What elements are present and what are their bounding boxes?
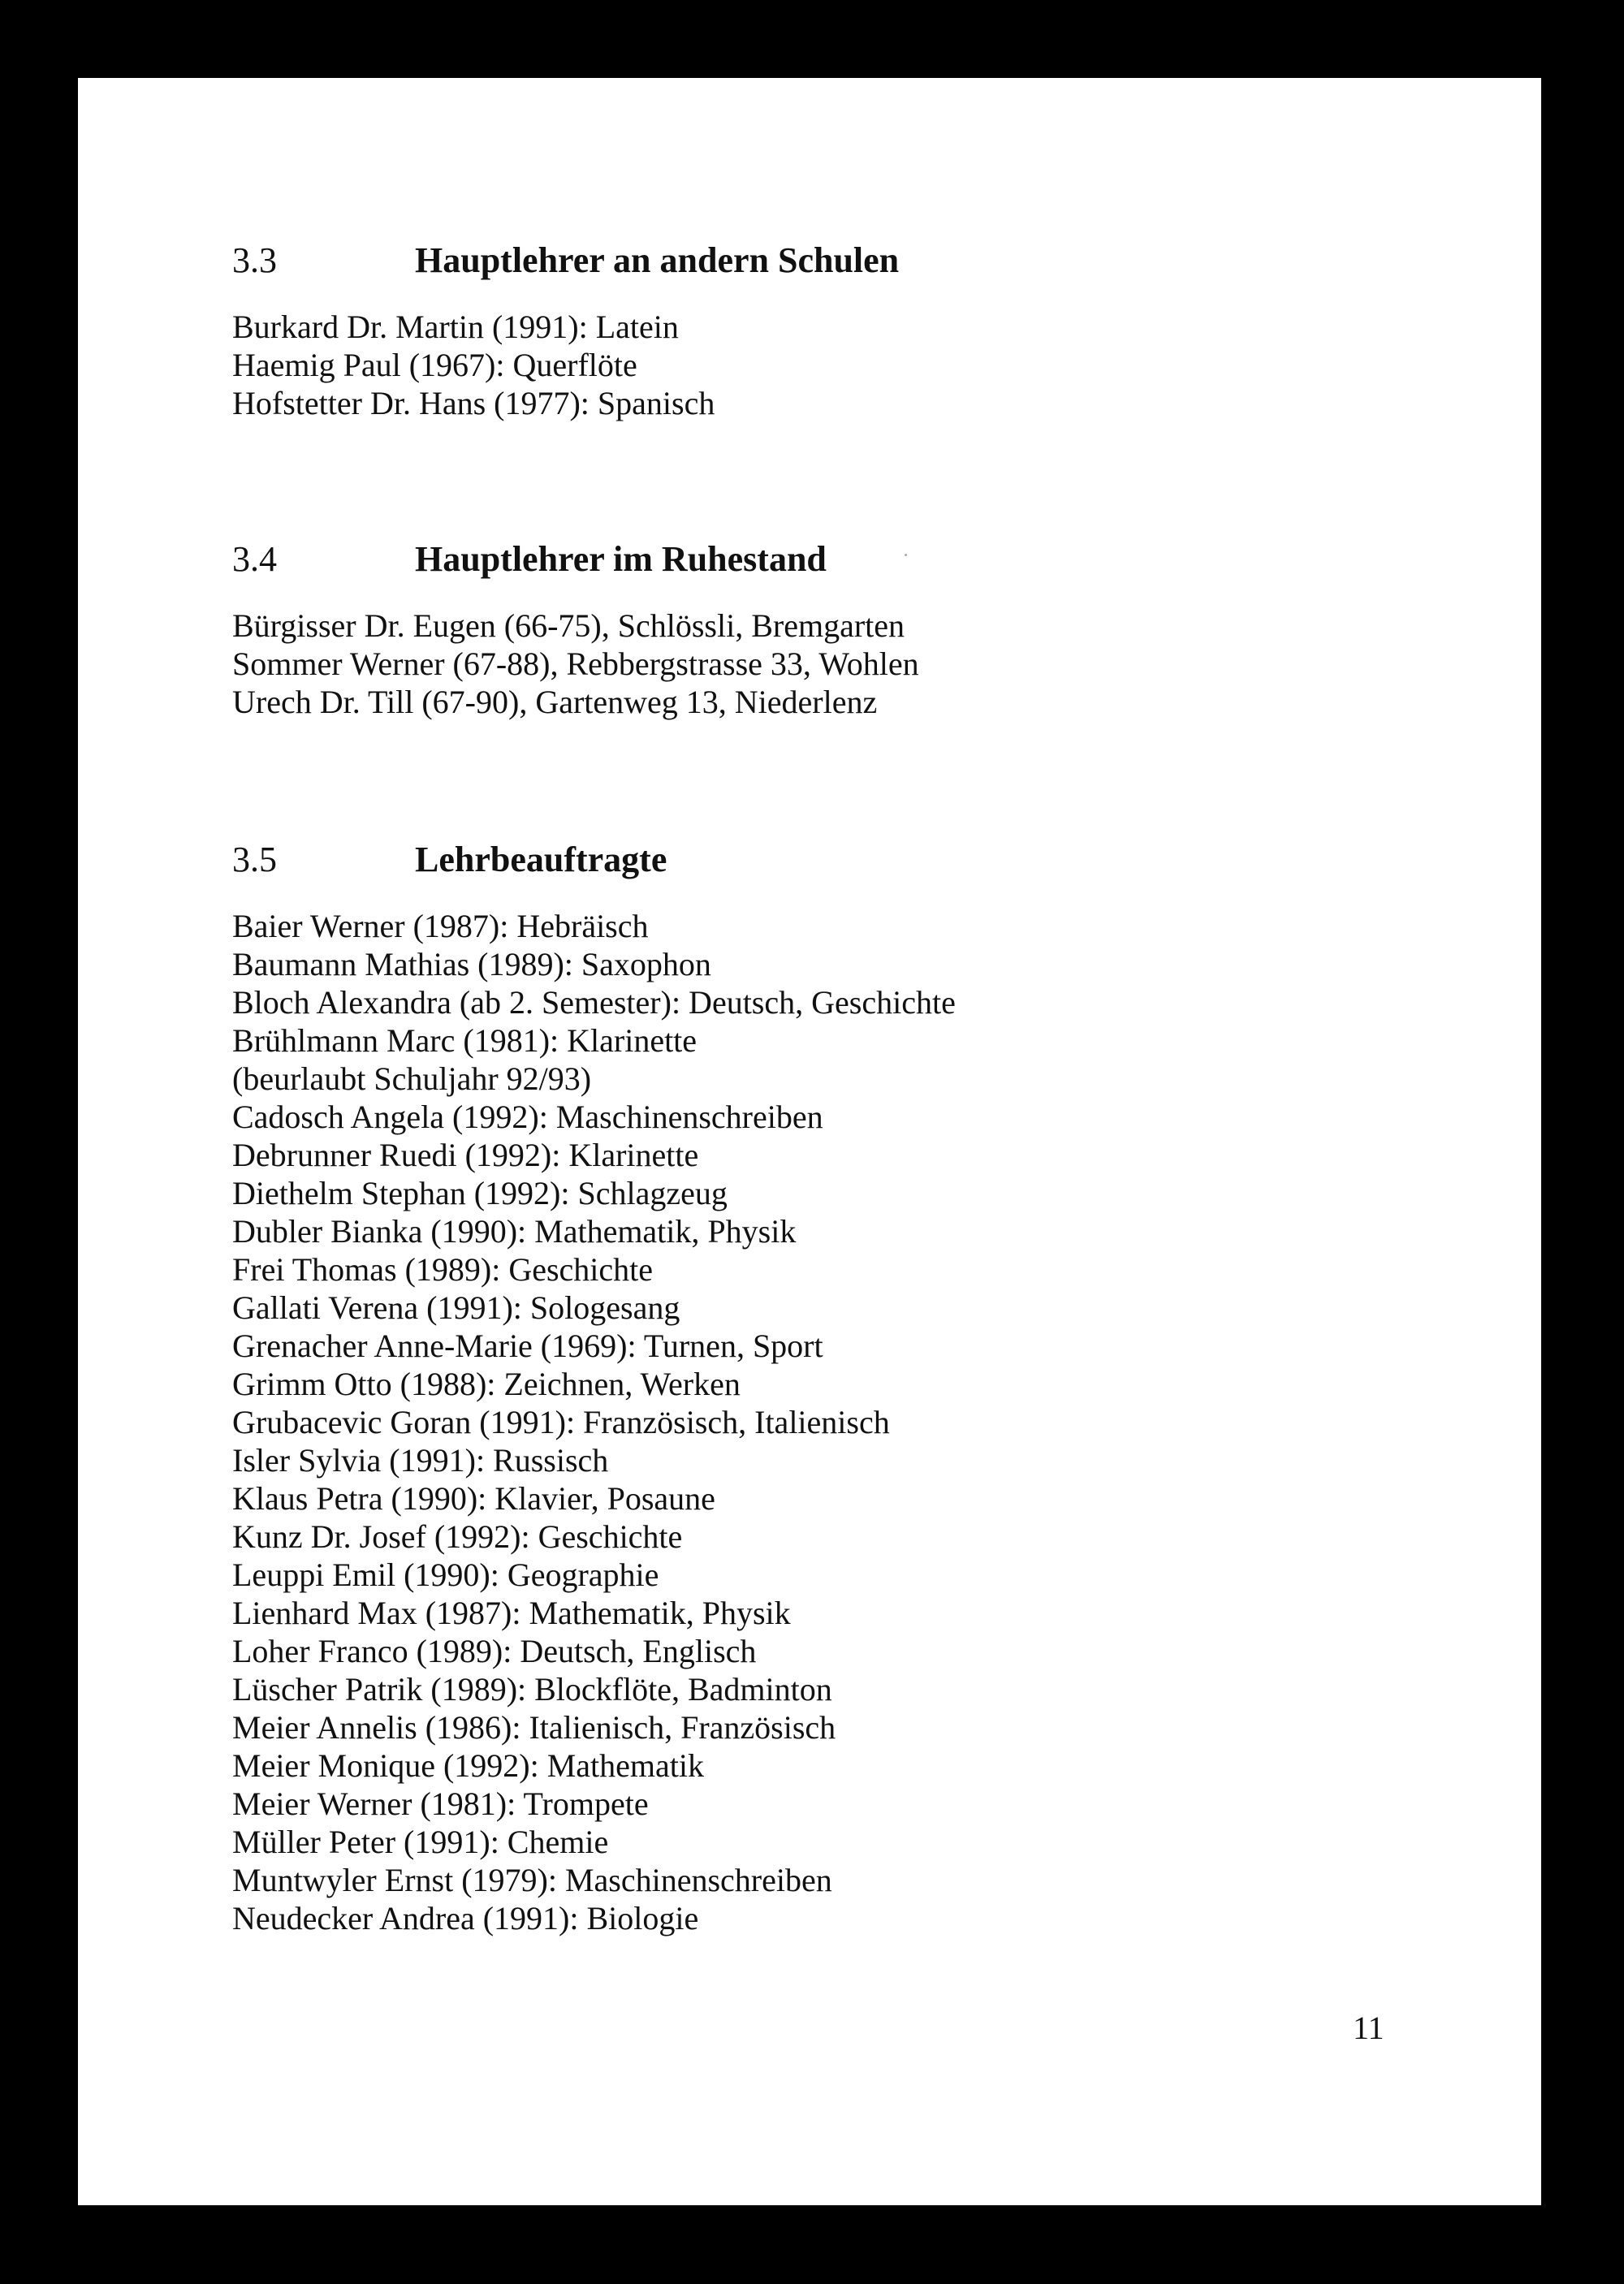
- list-item: Grimm Otto (1988): Zeichnen, Werken: [232, 1366, 741, 1402]
- list-item: Dubler Bianka (1990): Mathematik, Physik: [232, 1213, 797, 1250]
- list-item: Urech Dr. Till (67-90), Gartenweg 13, Niederlenz: [232, 684, 878, 720]
- section-number: 3.4: [232, 539, 277, 579]
- section-heading: [232, 539, 1499, 580]
- list-item: Baier Werner (1987): Hebräisch: [232, 908, 649, 944]
- section-3-4: [232, 539, 1499, 721]
- list-item: Bloch Alexandra (ab 2. Semester): Deutsch, Geschichte: [232, 984, 956, 1021]
- list-item: Meier Annelis (1986): Italienisch, Französisch: [232, 1709, 836, 1746]
- section-title: Lehrbeauftragte: [415, 840, 667, 879]
- list-item: Burkard Dr. Martin (1991): Latein: [232, 309, 679, 345]
- list-item: Baumann Mathias (1989): Saxophon: [232, 946, 711, 982]
- section-number: 3.3: [232, 240, 277, 280]
- entry-list: [232, 607, 1499, 721]
- list-item: Grenacher Anne-Marie (1969): Turnen, Sport: [232, 1328, 823, 1364]
- section-heading: [232, 840, 1499, 880]
- section-heading: [232, 240, 1499, 281]
- section-title: Hauptlehrer im Ruhestand: [415, 539, 827, 579]
- list-item: Klaus Petra (1990): Klavier, Posaune: [232, 1480, 715, 1517]
- list-item: Isler Sylvia (1991): Russisch: [232, 1442, 609, 1479]
- list-item: Haemig Paul (1967): Querflöte: [232, 347, 637, 383]
- scan-speck: [905, 554, 907, 556]
- list-item: Brühlmann Marc (1981): Klarinette: [232, 1022, 698, 1059]
- list-item: Debrunner Ruedi (1992): Klarinette: [232, 1137, 699, 1173]
- page-number: 11: [1353, 2010, 1384, 2046]
- list-item: Muntwyler Ernst (1979): Maschinenschreiben: [232, 1862, 832, 1898]
- list-item: (beurlaubt Schuljahr 92/93): [232, 1060, 592, 1097]
- list-item: Müller Peter (1991): Chemie: [232, 1824, 609, 1860]
- list-item: Bürgisser Dr. Eugen (66-75), Schlössli, Bremgarten: [232, 607, 905, 644]
- list-item: Kunz Dr. Josef (1992): Geschichte: [232, 1518, 683, 1555]
- section-number: 3.5: [232, 840, 277, 879]
- entry-list: [232, 308, 1499, 422]
- list-item: Diethelm Stephan (1992): Schlagzeug: [232, 1175, 728, 1211]
- document-page: [78, 78, 1541, 2205]
- list-item: Cadosch Angela (1992): Maschinenschreiben: [232, 1099, 823, 1135]
- list-item: Neudecker Andrea (1991): Biologie: [232, 1900, 699, 1936]
- list-item: Hofstetter Dr. Hans (1977): Spanisch: [232, 385, 715, 421]
- section-3-3: [232, 240, 1499, 422]
- list-item: Lienhard Max (1987): Mathematik, Physik: [232, 1595, 791, 1631]
- section-3-5: [232, 840, 1499, 1937]
- list-item: Sommer Werner (67-88), Rebbergstrasse 33, Wohlen: [232, 645, 919, 682]
- list-item: Gallati Verena (1991): Sologesang: [232, 1289, 680, 1326]
- list-item: Meier Werner (1981): Trompete: [232, 1785, 649, 1822]
- list-item: Loher Franco (1989): Deutsch, Englisch: [232, 1633, 757, 1669]
- section-title: Hauptlehrer an andern Schulen: [415, 240, 900, 280]
- list-item: Lüscher Patrik (1989): Blockflöte, Badminton: [232, 1671, 832, 1708]
- list-item: Frei Thomas (1989): Geschichte: [232, 1251, 654, 1288]
- list-item: Grubacevic Goran (1991): Französisch, Italienisch: [232, 1404, 890, 1440]
- list-item: Meier Monique (1992): Mathematik: [232, 1747, 704, 1784]
- entry-list: [232, 907, 1499, 1937]
- list-item: Leuppi Emil (1990): Geographie: [232, 1556, 659, 1593]
